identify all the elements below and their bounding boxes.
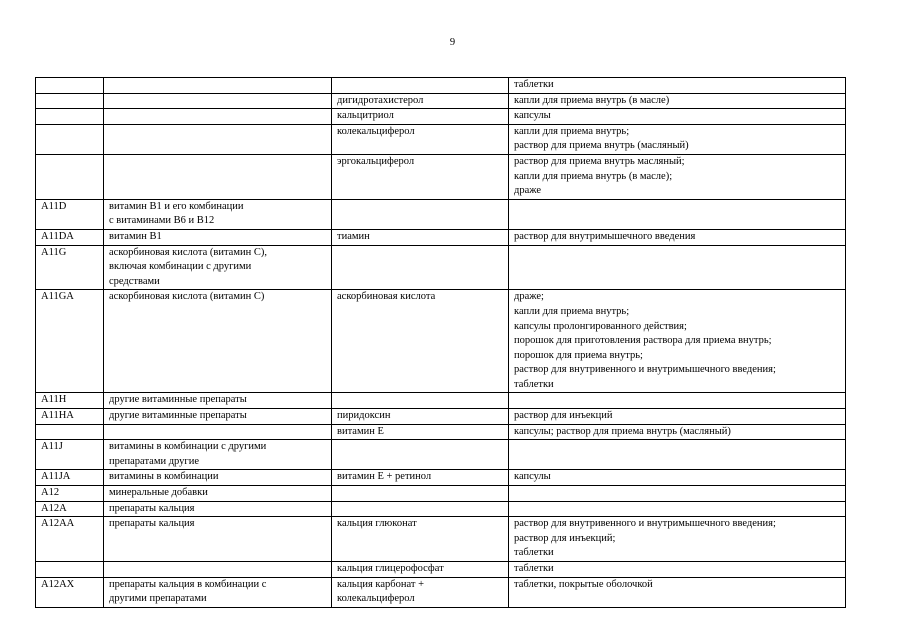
cell-text-line: тиамин xyxy=(337,230,370,242)
cell-text-line: раствор для внутривенного и внутримышечного введения; xyxy=(514,364,776,376)
cell-text-line: A12AX xyxy=(41,578,75,590)
empty-cell-spacer xyxy=(41,94,103,109)
table-row xyxy=(36,577,846,607)
table-row xyxy=(36,93,846,109)
table-row xyxy=(36,78,846,94)
cell-text-line: средствами xyxy=(109,275,160,287)
drug-name-cell xyxy=(332,78,509,94)
cell-text-line: капли для приема внутрь; xyxy=(514,305,630,317)
pharmacological-group-cell xyxy=(104,409,332,425)
empty-cell-spacer xyxy=(514,200,845,215)
pharmacological-group-cell xyxy=(104,486,332,502)
cell-text-line: витамин E xyxy=(337,425,384,437)
cell-text-line: капсулы пролонгированного действия; xyxy=(514,320,687,332)
table-row xyxy=(36,124,846,154)
atc-code-cell xyxy=(36,199,104,229)
cell-text-line: минеральные добавки xyxy=(109,487,208,499)
cell-text-line: таблетки xyxy=(514,378,554,390)
atc-code-cell xyxy=(36,124,104,154)
empty-cell-spacer xyxy=(41,562,103,577)
atc-code-cell xyxy=(36,501,104,517)
pharmacological-group-cell xyxy=(104,440,332,470)
cell-text-line: препараты кальция в комбинации с xyxy=(109,578,267,590)
atc-code-cell xyxy=(36,245,104,290)
atc-code-cell xyxy=(36,154,104,199)
table-row xyxy=(36,470,846,486)
pharmacological-group-cell xyxy=(104,577,332,607)
dosage-forms-cell xyxy=(509,577,846,607)
atc-code-cell xyxy=(36,517,104,562)
drug-name-cell xyxy=(332,470,509,486)
dosage-forms-cell xyxy=(509,409,846,425)
pharmacological-group-cell xyxy=(104,517,332,562)
atc-code-cell xyxy=(36,229,104,245)
cell-text-line: таблетки xyxy=(514,547,554,559)
cell-text-line: кальция глюконат xyxy=(337,518,417,530)
cell-text-line: раствор для инъекций; xyxy=(514,532,616,544)
pharmacological-group-cell xyxy=(104,229,332,245)
cell-text-line: капли для приема внутрь (в масле) xyxy=(514,94,670,106)
empty-cell-spacer xyxy=(337,502,508,517)
cell-text-line: другие витаминные препараты xyxy=(109,410,247,422)
empty-cell-spacer xyxy=(109,155,331,170)
table-row xyxy=(36,199,846,229)
drug-name-cell xyxy=(332,245,509,290)
empty-cell-spacer xyxy=(109,562,331,577)
page-number: 9 xyxy=(449,37,456,48)
empty-cell-spacer xyxy=(109,78,331,93)
table-row xyxy=(36,393,846,409)
drug-name-cell xyxy=(332,486,509,502)
pharmacological-group-cell xyxy=(104,109,332,125)
cell-text-line: таблетки, покрытые оболочкой xyxy=(514,578,653,590)
empty-cell-spacer xyxy=(41,425,103,440)
dosage-forms-cell xyxy=(509,109,846,125)
drug-name-cell xyxy=(332,440,509,470)
atc-code-cell xyxy=(36,424,104,440)
cell-text-line: A11DA xyxy=(41,230,74,242)
atc-code-cell xyxy=(36,409,104,425)
dosage-forms-cell xyxy=(509,154,846,199)
cell-text-line: аскорбиновая кислота (витамин C) xyxy=(109,291,265,303)
drug-name-cell xyxy=(332,229,509,245)
empty-cell-spacer xyxy=(337,246,508,261)
pharmacological-group-cell xyxy=(104,245,332,290)
pharmacological-group-cell xyxy=(104,154,332,199)
drug-name-cell xyxy=(332,93,509,109)
empty-cell-spacer xyxy=(514,440,845,455)
dosage-forms-cell xyxy=(509,78,846,94)
pharmacological-group-cell xyxy=(104,199,332,229)
cell-text-line: витамин B1 и его комбинации xyxy=(109,200,244,212)
cell-text-line: A12A xyxy=(41,502,67,514)
pharmacological-group-cell xyxy=(104,290,332,393)
drug-classification-table xyxy=(35,77,846,608)
empty-cell-spacer xyxy=(41,125,103,140)
empty-cell-spacer xyxy=(514,246,845,261)
table-row xyxy=(36,424,846,440)
empty-cell-spacer xyxy=(514,393,845,408)
drug-name-cell xyxy=(332,109,509,125)
dosage-forms-cell xyxy=(509,93,846,109)
cell-text-line: раствор для приема внутрь (масляный) xyxy=(514,140,689,152)
empty-cell-spacer xyxy=(337,486,508,501)
atc-code-cell xyxy=(36,78,104,94)
cell-text-line: кальцитриол xyxy=(337,110,394,122)
cell-text-line: A11D xyxy=(41,200,67,212)
table-row xyxy=(36,409,846,425)
cell-text-line: порошок для приготовления раствора для приема внутрь; xyxy=(514,335,772,347)
table-row xyxy=(36,517,846,562)
cell-text-line: драже xyxy=(514,185,542,197)
empty-cell-spacer xyxy=(337,440,508,455)
table-row xyxy=(36,562,846,578)
cell-text-line: препараты кальция xyxy=(109,502,195,514)
dosage-forms-cell xyxy=(509,393,846,409)
drug-name-cell xyxy=(332,562,509,578)
cell-text-line: колекальциферол xyxy=(337,593,415,605)
empty-cell-spacer xyxy=(514,486,845,501)
table-row xyxy=(36,229,846,245)
cell-text-line: витамин B1 xyxy=(109,230,162,242)
cell-text-line: капли для приема внутрь; xyxy=(514,125,630,137)
pharmacological-group-cell xyxy=(104,393,332,409)
table-row xyxy=(36,290,846,393)
cell-text-line: A11HA xyxy=(41,410,74,422)
empty-cell-spacer xyxy=(514,502,845,517)
dosage-forms-cell xyxy=(509,199,846,229)
cell-text-line: другие витаминные препараты xyxy=(109,394,247,406)
empty-cell-spacer xyxy=(109,425,331,440)
pharmacological-group-cell xyxy=(104,424,332,440)
drug-name-cell xyxy=(332,517,509,562)
empty-cell-spacer xyxy=(337,78,508,93)
dosage-forms-cell xyxy=(509,486,846,502)
empty-cell-spacer xyxy=(41,109,103,124)
cell-text-line: пиридоксин xyxy=(337,410,391,422)
dosage-forms-cell xyxy=(509,440,846,470)
atc-code-cell xyxy=(36,393,104,409)
empty-cell-spacer xyxy=(337,393,508,408)
pharmacological-group-cell xyxy=(104,470,332,486)
drug-name-cell xyxy=(332,199,509,229)
dosage-forms-cell xyxy=(509,290,846,393)
dosage-forms-cell xyxy=(509,124,846,154)
atc-code-cell xyxy=(36,109,104,125)
dosage-forms-cell xyxy=(509,470,846,486)
cell-text-line: таблетки xyxy=(514,563,554,574)
cell-text-line: аскорбиновая кислота xyxy=(337,291,436,303)
empty-cell-spacer xyxy=(109,109,331,124)
cell-text-line: колекальциферол xyxy=(337,125,415,137)
dosage-forms-cell xyxy=(509,424,846,440)
cell-text-line: раствор для инъекций xyxy=(514,410,613,422)
dosage-forms-cell xyxy=(509,501,846,517)
cell-text-line: с витаминами B6 и B12 xyxy=(109,215,215,227)
cell-text-line: капсулы xyxy=(514,110,551,122)
cell-text-line: эргокальциферол xyxy=(337,155,415,167)
dosage-forms-cell xyxy=(509,245,846,290)
drug-name-cell xyxy=(332,409,509,425)
cell-text-line: таблетки xyxy=(514,79,554,90)
pharmacological-group-cell xyxy=(104,501,332,517)
cell-text-line: драже; xyxy=(514,291,544,303)
cell-text-line: порошок для приема внутрь; xyxy=(514,349,643,361)
cell-text-line: раствор для внутривенного и внутримышечного введения; xyxy=(514,518,776,530)
cell-text-line: кальция глицерофосфат xyxy=(337,563,444,574)
table-row xyxy=(36,154,846,199)
cell-text-line: витамин E + ретинол xyxy=(337,471,432,483)
dosage-forms-cell xyxy=(509,517,846,562)
empty-cell-spacer xyxy=(337,200,508,215)
table-row xyxy=(36,486,846,502)
pharmacological-group-cell xyxy=(104,93,332,109)
cell-text-line: A11G xyxy=(41,246,67,258)
cell-text-line: A11GA xyxy=(41,291,74,303)
cell-text-line: A11JA xyxy=(41,471,71,483)
drug-name-cell xyxy=(332,577,509,607)
drug-name-cell xyxy=(332,393,509,409)
dosage-forms-cell xyxy=(509,229,846,245)
cell-text-line: препараты кальция xyxy=(109,518,195,530)
dosage-forms-cell xyxy=(509,562,846,578)
atc-code-cell xyxy=(36,577,104,607)
cell-text-line: аскорбиновая кислота (витамин C), xyxy=(109,246,267,258)
cell-text-line: A11H xyxy=(41,394,67,406)
empty-cell-spacer xyxy=(109,125,331,140)
cell-text-line: дигидротахистерол xyxy=(337,94,424,106)
cell-text-line: раствор для внутримышечного введения xyxy=(514,230,696,242)
drug-name-cell xyxy=(332,154,509,199)
pharmacological-group-cell xyxy=(104,78,332,94)
drug-name-cell xyxy=(332,124,509,154)
empty-cell-spacer xyxy=(41,78,103,93)
cell-text-line: другими препаратами xyxy=(109,593,207,605)
cell-text-line: препаратами другие xyxy=(109,455,200,467)
cell-text-line: капсулы; раствор для приема внутрь (масляный) xyxy=(514,425,731,437)
atc-code-cell xyxy=(36,93,104,109)
cell-text-line: A11J xyxy=(41,441,63,453)
cell-text-line: включая комбинации с другими xyxy=(109,261,252,273)
atc-code-cell xyxy=(36,486,104,502)
cell-text-line: A12 xyxy=(41,487,60,499)
cell-text-line: кальция карбонат + xyxy=(337,578,425,590)
pharmacological-group-cell xyxy=(104,124,332,154)
cell-text-line: витамины в комбинации с другими xyxy=(109,441,267,453)
table-body xyxy=(36,78,846,608)
pharmacological-group-cell xyxy=(104,562,332,578)
atc-code-cell xyxy=(36,290,104,393)
cell-text-line: капли для приема внутрь (в масле); xyxy=(514,170,673,182)
cell-text-line: раствор для приема внутрь масляный; xyxy=(514,155,685,167)
table-row xyxy=(36,440,846,470)
atc-code-cell xyxy=(36,562,104,578)
table-row xyxy=(36,245,846,290)
drug-name-cell xyxy=(332,290,509,393)
cell-text-line: витамины в комбинации xyxy=(109,471,219,483)
table-row xyxy=(36,109,846,125)
drug-name-cell xyxy=(332,501,509,517)
cell-text-line: A12AA xyxy=(41,518,75,530)
cell-text-line: капсулы xyxy=(514,471,551,483)
atc-code-cell xyxy=(36,470,104,486)
empty-cell-spacer xyxy=(109,94,331,109)
drug-name-cell xyxy=(332,424,509,440)
empty-cell-spacer xyxy=(41,155,103,170)
table-row xyxy=(36,501,846,517)
atc-code-cell xyxy=(36,440,104,470)
